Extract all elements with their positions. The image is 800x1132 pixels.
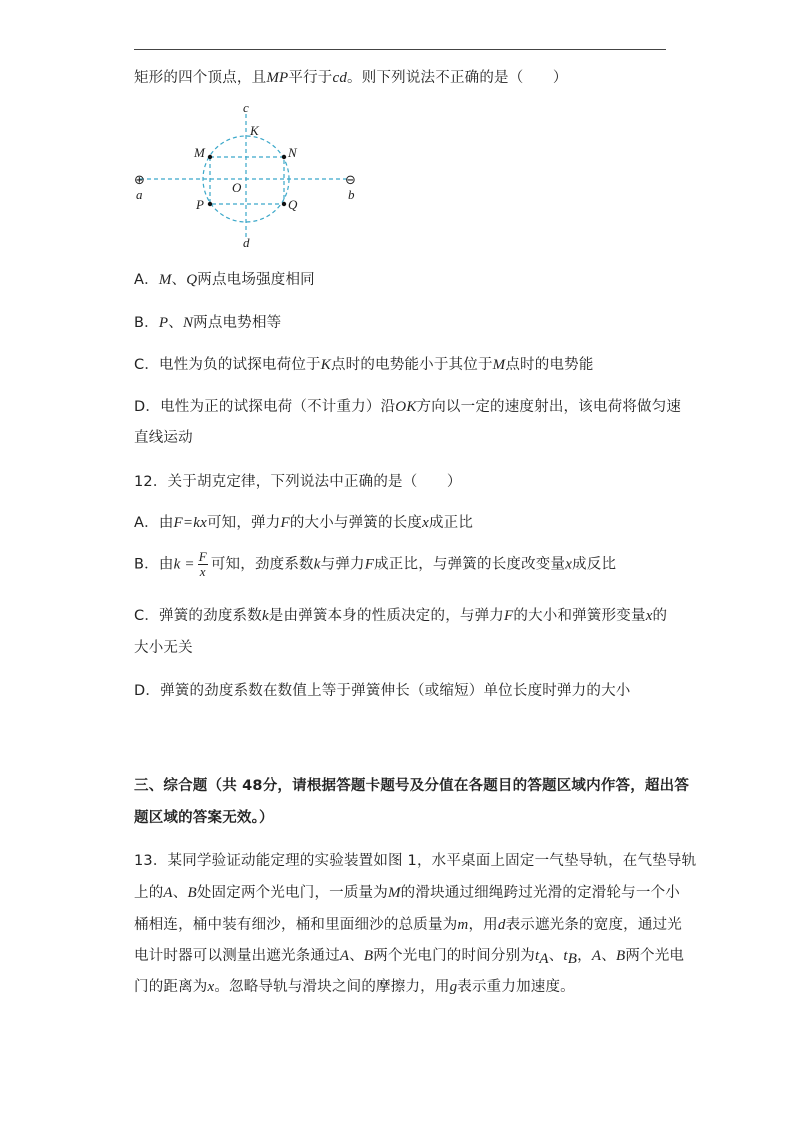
q13-line-3: 桶相连，桶中装有细沙，桶和里面细沙的总质量为m，用d表示遮光条的宽度，通过光 [134, 917, 682, 933]
q12-option-c[interactable]: C．弹簧的劲度系数k是由弹簧本身的性质决定的，与弹力F的大小和弹簧形变量x的 [134, 608, 668, 624]
q11-option-d-continued: 直线运动 [134, 430, 193, 446]
q13-line-2: 上的A、B处固定两个光电门，一质量为M的滑块通过细绳跨过光滑的定滑轮与一个小 [134, 885, 680, 901]
q13-line-5: 门的距离为x。忽略导轨与滑块之间的摩擦力，用g表示重力加速度。 [134, 979, 575, 995]
label-p: P [196, 197, 204, 212]
label-c: c [243, 100, 249, 115]
q12-option-c-continued: 大小无关 [134, 640, 193, 656]
fraction-f-over-x: $\frac{F}{x}$ [198, 549, 207, 579]
label-b: b [348, 187, 355, 202]
label-d: d [243, 235, 250, 250]
label-n: N [288, 145, 297, 160]
point-p [208, 202, 212, 206]
section-3-heading: 三、综合题（共 48分，请根据答题卡题号及分值在各题目的答题区域内作答，超出答 [134, 778, 690, 794]
q11-option-d[interactable]: D．电性为正的试探电荷（不计重力）沿OK方向以一定的速度射出，该电荷将做匀速 [134, 399, 682, 415]
section-3-heading-continued: 题区域的答案无效。） [134, 810, 274, 826]
q13-line-4: 电计时器可以测量出遮光条通过A、B两个光电门的时间分别为tA、tB，A、B两个光电 [134, 948, 685, 967]
point-n [282, 155, 286, 159]
label-k: K [250, 123, 259, 138]
label-q: Q [288, 197, 298, 212]
header-rule [134, 49, 666, 50]
q12-option-b[interactable]: B．由k = $\frac{F}{x}$ 可知，劲度系数k与弹力F成正比，与弹簧的长度改变量x成反比 [134, 549, 617, 579]
point-m [208, 155, 212, 159]
q12-stem: 12．关于胡克定律，下列说法中正确的是（ ） [134, 474, 462, 490]
q11-option-c[interactable]: C．电性为负的试探电荷位于K点时的电势能小于其位于M点时的电势能 [134, 357, 594, 373]
positive-charge-icon: ⊕ [134, 173, 145, 188]
q12-option-a[interactable]: A．由F=kx可知，弹力F的大小与弹簧的长度x成正比 [134, 515, 474, 531]
q11-stem: 矩形的四个顶点，且MP平行于cd。则下列说法不正确的是（ ） [134, 70, 568, 86]
q12-option-d[interactable]: D．弹簧的劲度系数在数值上等于弹簧伸长（或缩短）单位长度时弹力的大小 [134, 683, 631, 699]
point-q [282, 202, 286, 206]
q11-option-a[interactable]: A．M、Q两点电场强度相同 [134, 272, 315, 288]
rectangle-mnqp [210, 157, 284, 204]
electric-field-figure [130, 100, 370, 250]
negative-charge-icon: ⊖ [345, 173, 356, 188]
q11-option-b[interactable]: B．P、N两点电势相等 [134, 315, 282, 331]
q13-line-1: 13．某同学验证动能定理的实验装置如图 1，水平桌面上固定一气垫导轨，在气垫导轨 [134, 853, 697, 869]
label-m: M [194, 145, 205, 160]
label-o: O [232, 180, 242, 195]
label-a: a [136, 187, 143, 202]
